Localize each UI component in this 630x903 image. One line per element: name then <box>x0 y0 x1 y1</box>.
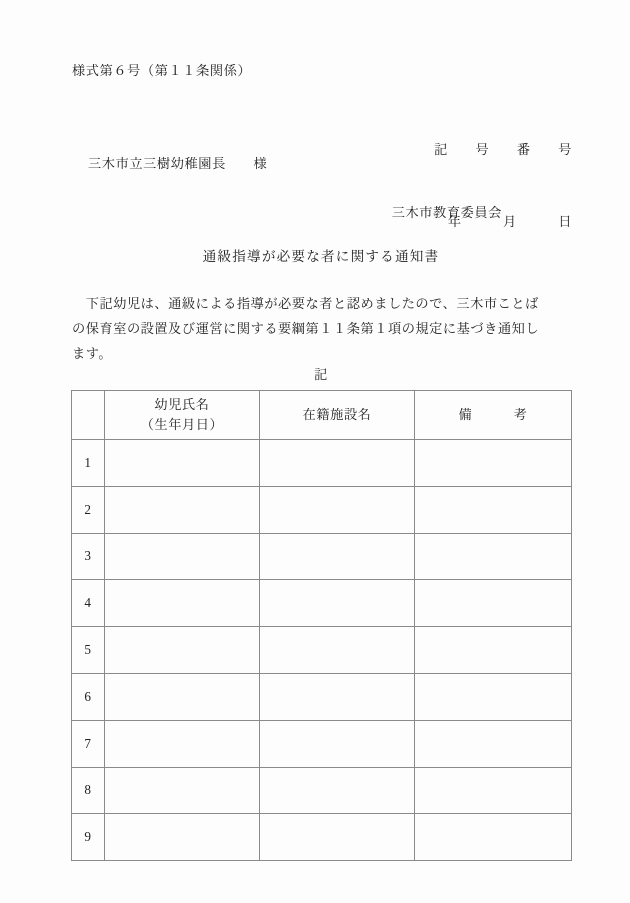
table-header-row <box>72 391 572 440</box>
document-number-line: 記 号 番 号 <box>434 142 572 157</box>
cell-child-name[interactable] <box>105 814 260 861</box>
cell-facility[interactable] <box>260 627 415 674</box>
cell-note[interactable] <box>415 814 572 861</box>
cell-child-name[interactable] <box>105 720 260 767</box>
cell-child-name[interactable] <box>105 673 260 720</box>
cell-child-name[interactable] <box>105 627 260 674</box>
cell-facility[interactable] <box>260 486 415 533</box>
cell-child-name[interactable] <box>105 440 260 487</box>
cell-note[interactable] <box>415 720 572 767</box>
cell-facility[interactable] <box>260 720 415 767</box>
cell-note[interactable] <box>415 627 572 674</box>
table-row <box>72 533 572 580</box>
table-row <box>72 673 572 720</box>
form-number: 様式第６号（第１１条関係） <box>72 63 252 78</box>
document-date-line: 年 月 日 <box>447 214 572 229</box>
table-row <box>72 486 572 533</box>
cell-facility[interactable] <box>260 673 415 720</box>
row-number: 6 <box>72 673 105 720</box>
cell-note[interactable] <box>415 486 572 533</box>
row-number: 1 <box>72 440 105 487</box>
cell-facility[interactable] <box>260 580 415 627</box>
column-header-facility: 在籍施設名 <box>260 391 415 440</box>
cell-facility[interactable] <box>260 767 415 814</box>
row-number: 5 <box>72 627 105 674</box>
cell-child-name[interactable] <box>105 767 260 814</box>
column-header-child-name <box>105 391 260 440</box>
row-number: 3 <box>72 533 105 580</box>
table-row <box>72 440 572 487</box>
cell-note[interactable] <box>415 533 572 580</box>
cell-note[interactable] <box>415 440 572 487</box>
sender: 三木市教育委員会 <box>391 205 502 220</box>
cell-note[interactable] <box>415 580 572 627</box>
ki-marker: 記 <box>314 367 328 382</box>
row-number: 4 <box>72 580 105 627</box>
column-header-number <box>72 391 105 440</box>
cell-child-name[interactable] <box>105 533 260 580</box>
body-paragraph <box>72 291 572 366</box>
body-line: ます。 <box>72 346 113 361</box>
cell-note[interactable] <box>415 673 572 720</box>
notification-table <box>71 390 572 861</box>
cell-child-name[interactable] <box>105 580 260 627</box>
table-row <box>72 767 572 814</box>
cell-facility[interactable] <box>260 814 415 861</box>
table-row <box>72 580 572 627</box>
cell-child-name[interactable] <box>105 486 260 533</box>
column-header-note: 備 考 <box>415 391 572 440</box>
table-row <box>72 720 572 767</box>
row-number: 9 <box>72 814 105 861</box>
cell-facility[interactable] <box>260 533 415 580</box>
cell-facility[interactable] <box>260 440 415 487</box>
row-number: 7 <box>72 720 105 767</box>
table-row <box>72 627 572 674</box>
table-body <box>72 440 572 861</box>
addressee: 三木市立三樹幼稚園長 様 <box>88 156 268 171</box>
row-number: 2 <box>72 486 105 533</box>
column-header-birthdate: （生年月日） <box>140 417 224 432</box>
body-line: 下記幼児は、通級による指導が必要な者と認めましたので、三木市ことば <box>72 296 539 311</box>
column-header-child-name-main: 幼児氏名 <box>154 397 210 412</box>
cell-note[interactable] <box>415 767 572 814</box>
table-row <box>72 814 572 861</box>
page-title: 通級指導が必要な者に関する通知書 <box>202 249 440 264</box>
row-number: 8 <box>72 767 105 814</box>
body-line: の保育室の設置及び運営に関する要綱第１１条第１項の規定に基づき通知し <box>72 321 540 336</box>
